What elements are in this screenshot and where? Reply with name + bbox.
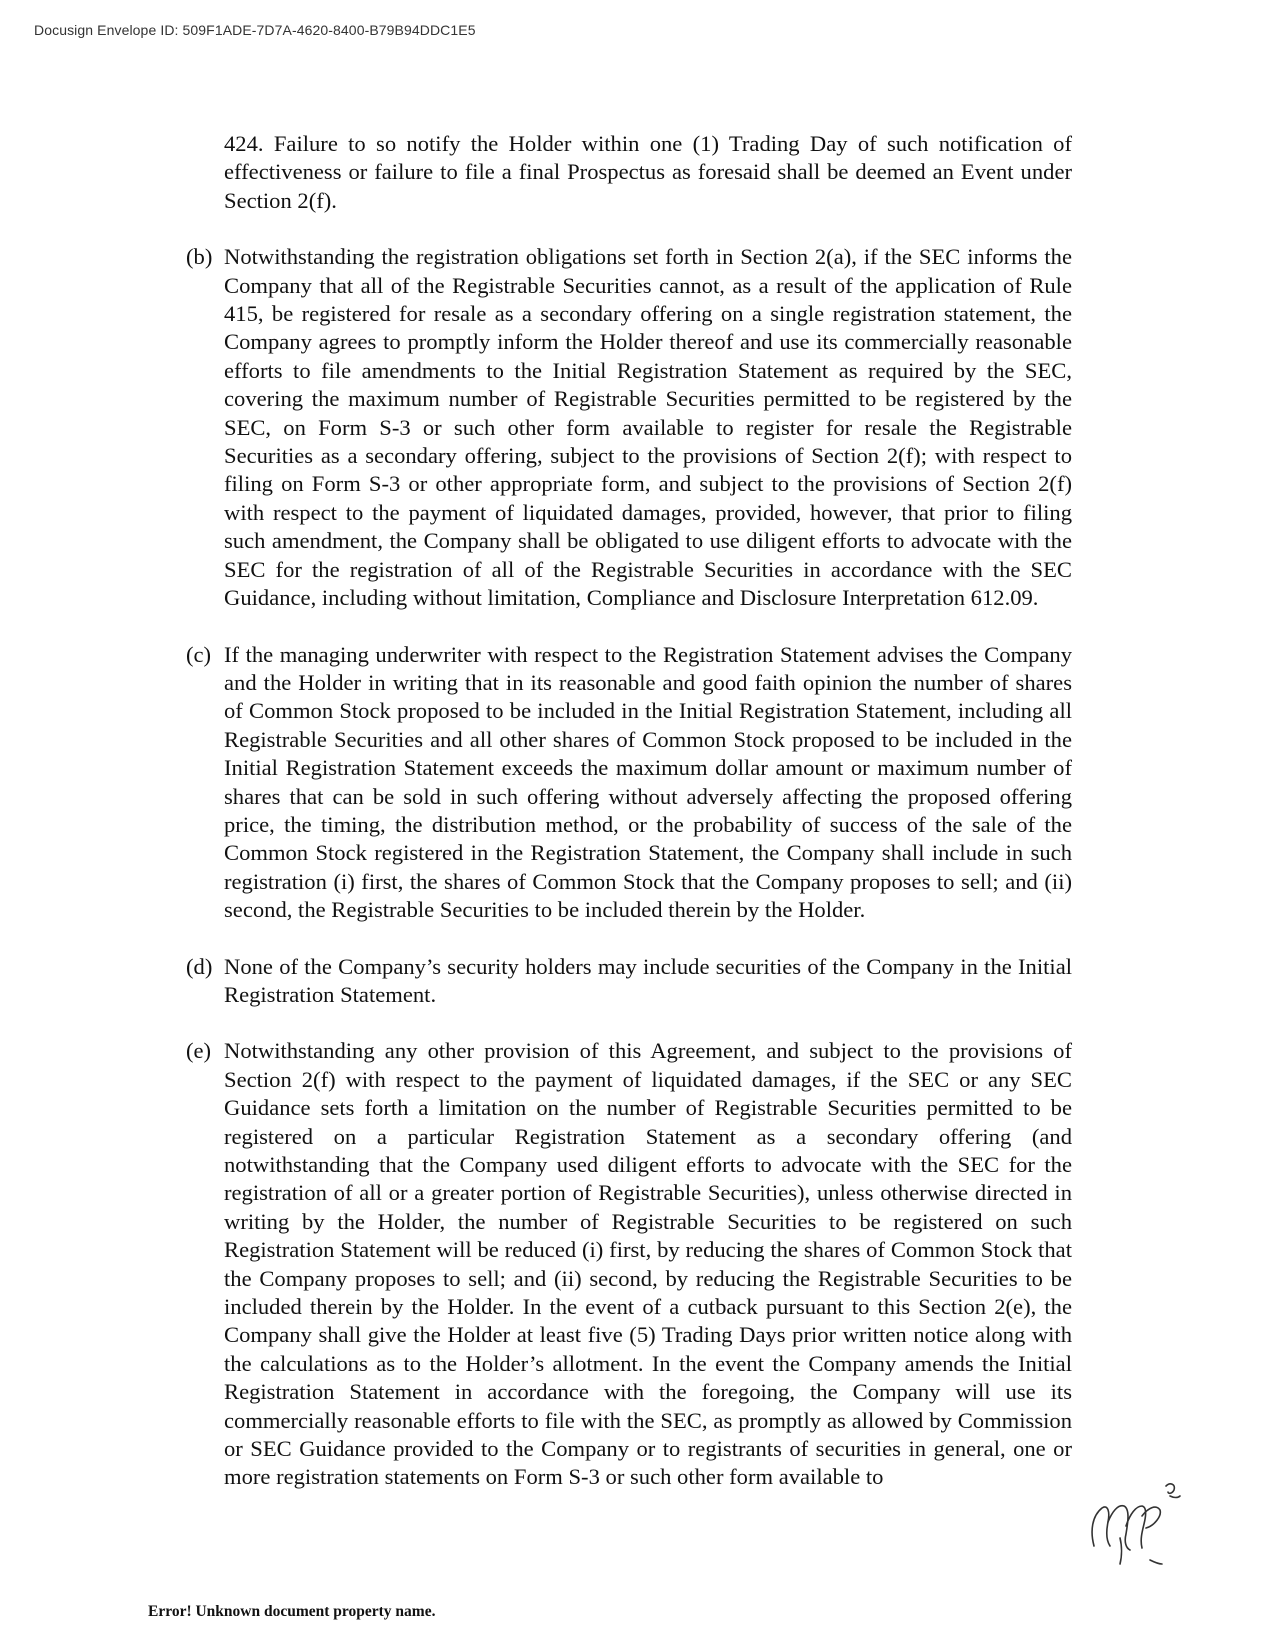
document-body xyxy=(186,130,1072,1520)
paragraph-label: (d) xyxy=(186,953,213,979)
paragraph-label: (b) xyxy=(186,244,213,270)
paragraph-text: None of the Company’s security holders may include securities of the Company in the Initial Registration Statement. xyxy=(224,953,1072,1007)
footer-error-text: Error! Unknown document property name. xyxy=(148,1603,436,1620)
docusign-envelope-id: Docusign Envelope ID: 509F1ADE-7D7A-4620-8400-B79B94DDC1E5 xyxy=(34,22,476,38)
paragraph-text: Notwithstanding the registration obligations set forth in Section 2(a), if the SEC informs the Company that all of the Registrable Securities cannot, as a result of the application of Rule 415, be registered for resale as a secondary offering on a single registration statement, the Company agrees to promptly inform the Holder thereof and use its commercially reasonable efforts to file amendments to the Initial Registration Statement as required by the SEC, covering the maximum number of Registrable Securities permitted to be registered by the SEC, on Form S-3 or such other form available to register for resale the Registrable Securities as a secondary offering, subject to the provisions of Section 2(f); with respect to filing on Form S-3 or other appropriate form, and subject to the provisions of Section 2(f) with respect to the payment of liquidated damages, provided, however, that prior to filing such amendment, the Company shall be obligated to use diligent efforts to advocate with the SEC for the registration of all of the Registrable Securities in accordance with the SEC Guidance, including without limitation, Compliance and Disclosure Interpretation 612.09. xyxy=(224,244,1072,611)
paragraph-b xyxy=(186,243,1072,612)
paragraph-text: Notwithstanding any other provision of this Agreement, and subject to the provisions of Section 2(f) with respect to the payment of liquidated damages, if the SEC or any SEC Guidance sets forth a limitation on the number of Registrable Securities permitted to be registered on a particular Registration Statement as a secondary offering (and notwithstanding that the Company used diligent efforts to advocate with the SEC for the registration of all or a greater portion of Registrable Securities), unless otherwise directed in writing by the Holder, the number of Registrable Securities to be registered on such Registration Statement will be reduced (i) first, by reducing the shares of Common Stock that the Company proposes to sell; and (ii) second, by reducing the Registrable Securities to be included therein by the Holder. In the event of a cutback pursuant to this Section 2(e), the Company shall give the Holder at least five (5) Trading Days prior written notice along with the calculations as to the Holder’s allotment. In the event the Company amends the Initial Registration Statement in accordance with the foregoing, the Company will use its commercially reasonable efforts to file with the SEC, as promptly as allowed by Commission or SEC Guidance provided to the Company or to registrants of securities in general, one or more registration statements on Form S-3 or such other form available to xyxy=(224,1038,1072,1490)
paragraph-text: If the managing underwriter with respect to the Registration Statement advises the Company and the Holder in writing that in its reasonable and good faith opinion the number of shares of Common Stock proposed to be included in the Initial Registration Statement, including all Registrable Securities and all other shares of Common Stock proposed to be included in the Initial Registration Statement exceeds the maximum dollar amount or maximum number of shares that can be sold in such offering without adversely affecting the proposed offering price, the timing, the distribution method, or the probability of success of the sale of the Common Stock registered in the Registration Statement, the Company shall include in such registration (i) first, the shares of Common Stock that the Company proposes to sell; and (ii) second, the Registrable Securities to be included therein by the Holder. xyxy=(224,641,1072,923)
paragraph-e xyxy=(186,1037,1072,1492)
paragraph-label: (c) xyxy=(186,641,212,667)
paragraph-label: (e) xyxy=(186,1038,212,1064)
paragraph-d xyxy=(186,953,1072,1010)
paragraph-c xyxy=(186,641,1072,925)
intro-paragraph: 424. Failure to so notify the Holder within one (1) Trading Day of such notification of effectiveness or failure to file a final Prospectus as foresaid shall be deemed an Event under Section 2(f). xyxy=(224,131,1072,213)
handwritten-initials-icon xyxy=(1084,1476,1194,1576)
